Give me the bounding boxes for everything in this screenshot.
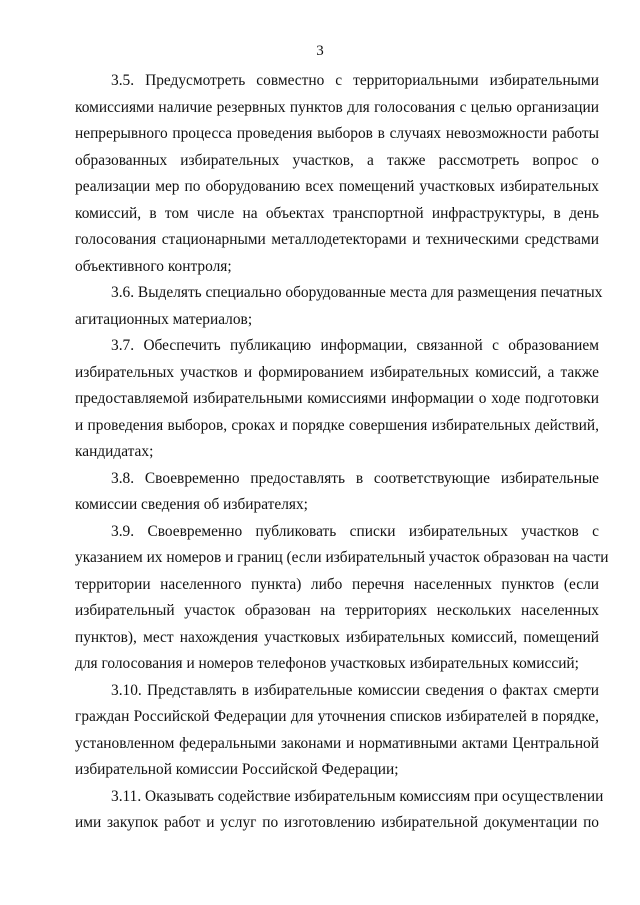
paragraph-line: образованных избирательных участков, а также рассмотреть вопрос о — [75, 151, 599, 169]
paragraph-line: кандидатах; — [75, 443, 154, 460]
paragraph-3-7 — [75, 333, 599, 466]
paragraph-line: комиссий, в том числе на объектах транспортной инфраструктуры, в день — [75, 204, 599, 222]
page-number: 3 — [316, 43, 324, 59]
paragraph-line: указанием их номеров и границ (если избирательный участок образован на части — [75, 549, 609, 566]
paragraph-line: агитационных материалов; — [75, 310, 253, 328]
paragraph-line: непрерывного процесса проведения выборов в случаях невозможности работы — [75, 125, 599, 142]
paragraph-3-9 — [75, 519, 609, 678]
paragraph-3-6 — [75, 280, 603, 333]
paragraph-line: граждан Российской Федерации для уточнения списков избирателей в порядке, — [75, 708, 599, 725]
paragraph-line: 3.11. Оказывать содействие избирательным комиссиям при осуществлении — [111, 787, 604, 805]
paragraph-line: избирательной комиссии Российской Федерации; — [75, 761, 399, 778]
paragraph-line: ими закупок работ и услуг по изготовлению избирательной документации по — [75, 814, 599, 831]
paragraph-line: избирательный участок образован на территориях нескольких населенных — [75, 602, 599, 619]
paragraph-line: установленном федеральными законами и нормативными актами Центральной — [75, 734, 599, 752]
paragraph-line: голосования стационарными металлодетекторами и техническими средствами — [75, 231, 599, 248]
document-body — [75, 68, 609, 837]
paragraph-line: и проведения выборов, сроках и порядке совершения избирательных действий, — [75, 416, 599, 434]
paragraph-line: избирательных участков и формированием избирательных комиссий, а также — [75, 363, 599, 381]
paragraph-line: комиссиями наличие резервных пунктов для голосования с целью организации — [75, 98, 599, 116]
paragraph-line: пунктов), мест нахождения участковых избирательных комиссий, помещений — [75, 628, 599, 646]
paragraph-3-11 — [75, 784, 604, 837]
paragraph-3-5 — [75, 68, 599, 280]
paragraph-3-10 — [75, 678, 599, 784]
paragraph-line: 3.6. Выделять специально оборудованные места для размещения печатных — [111, 284, 603, 301]
paragraph-line: 3.10. Представлять в избирательные комиссии сведения о фактах смерти — [111, 681, 599, 699]
paragraph-line: предоставляемой избирательными комиссиями информации о ходе подготовки — [75, 390, 599, 407]
paragraph-line: 3.8. Своевременно предоставлять в соответствующие избирательные — [111, 469, 599, 487]
paragraph-line: комиссии сведения об избирателях; — [75, 496, 308, 513]
paragraph-line: объективного контроля; — [75, 257, 232, 275]
paragraph-line: 3.9. Своевременно публиковать списки избирательных участков с — [111, 522, 599, 540]
paragraph-line: территории населенного пункта) либо перечня населенных пунктов (если — [75, 575, 599, 593]
paragraph-line: 3.5. Предусмотреть совместно с территориальными избирательными — [111, 72, 599, 89]
paragraph-line: реализации мер по оборудованию всех помещений участковых избирательных — [75, 178, 599, 195]
paragraph-3-8 — [75, 466, 599, 519]
paragraph-line: для голосования и номеров телефонов участковых избирательных комиссий; — [75, 655, 579, 672]
paragraph-line: 3.7. Обеспечить публикацию информации, связанной с образованием — [111, 337, 599, 354]
